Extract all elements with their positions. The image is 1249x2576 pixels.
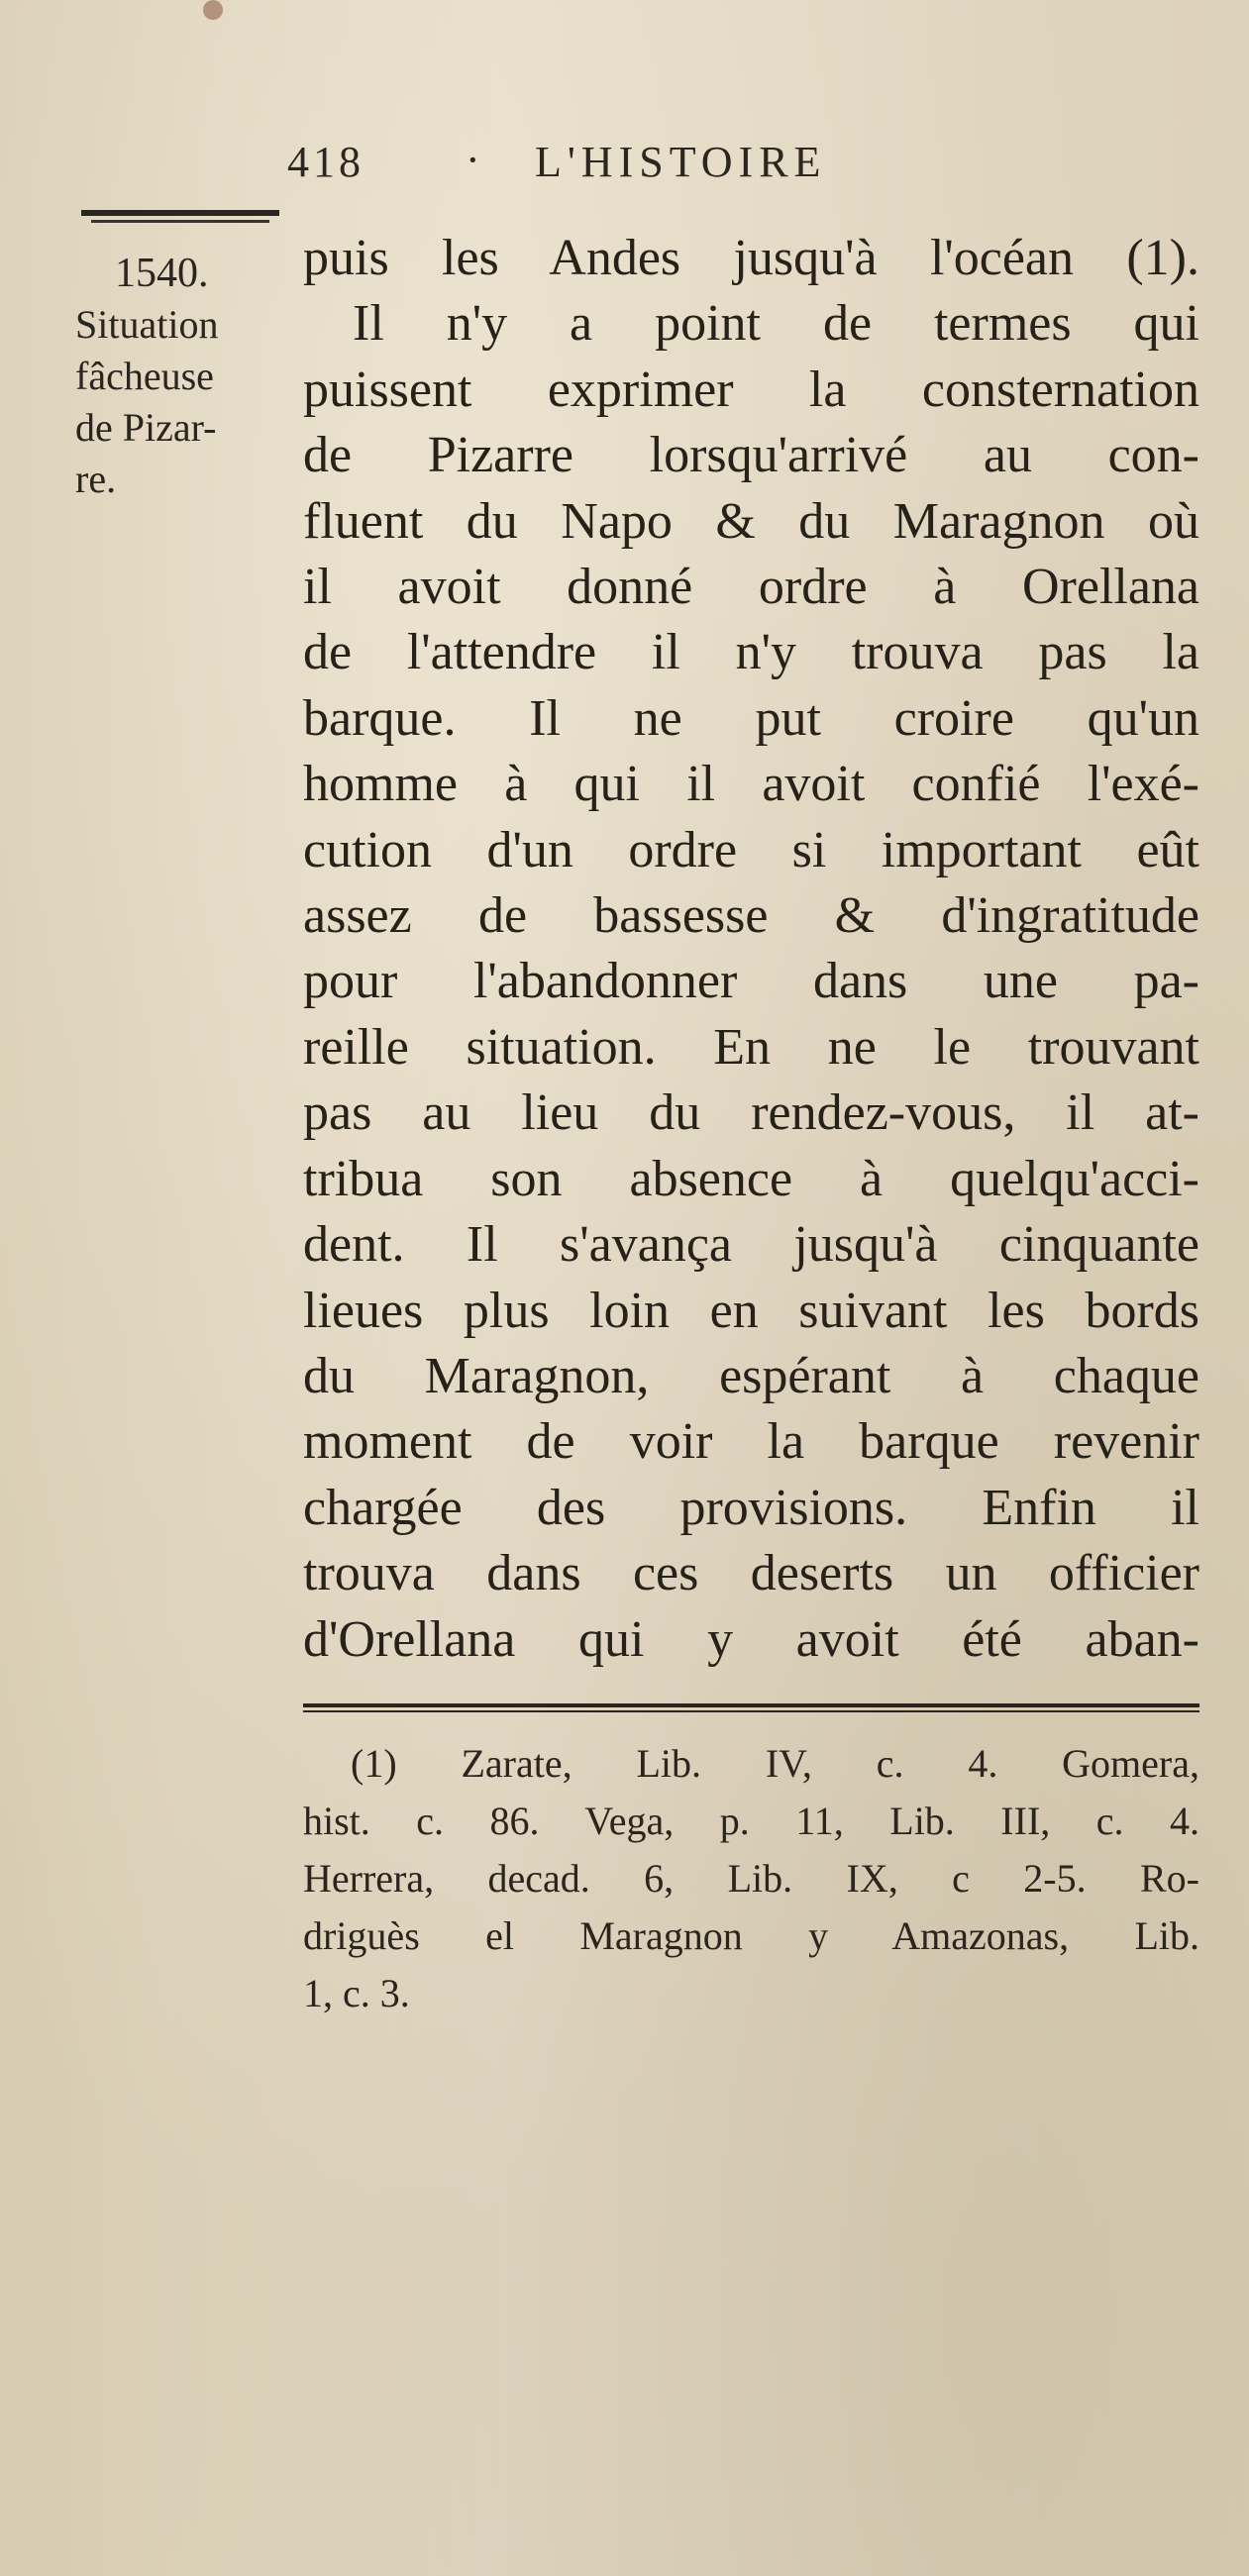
text-line: chargée des provisions. Enfin il (303, 1479, 1199, 1536)
margin-note (75, 248, 303, 505)
page-header (287, 137, 1000, 196)
footnote-line: hist. c. 86. Vega, p. 11, Lib. III, c. 4. (303, 1799, 1199, 1843)
text-line: homme à qui il avoit confié l'exé- (303, 756, 1199, 813)
text-line: trouva dans ces deserts un officier (303, 1545, 1199, 1602)
ink-stain (203, 0, 223, 20)
page-number: 418 (287, 138, 364, 186)
footnote-line: driguès el Maragnon y Amazonas, Lib. (303, 1913, 1199, 1958)
footnote-rule (303, 1703, 1199, 1707)
text-line: tribua son absence à quelqu'acci- (303, 1150, 1199, 1207)
text-line: puissent exprimer la consternation (303, 361, 1199, 418)
margin-year: 1540. (115, 251, 209, 296)
running-title: L'HISTOIRE (535, 138, 827, 186)
text-line: puis les Andes jusqu'à l'océan (1). (303, 230, 1199, 286)
header-ornament-rule (81, 210, 279, 224)
text-line: fluent du Napo & du Maragnon où (303, 492, 1199, 550)
text-line: assez de bassesse & d'ingratitude (303, 887, 1199, 945)
ornament-bar-thin (91, 220, 269, 223)
footnote-line: 1, c. 3. (303, 1971, 410, 2015)
text-line: du Maragnon, espérant à chaque (303, 1347, 1199, 1404)
text-line: moment de voir la barque revenir (303, 1413, 1199, 1471)
text-line: reille situation. En ne le trouvant (303, 1018, 1199, 1076)
margin-line: de Pizar- (75, 405, 217, 450)
footnote (303, 1735, 1199, 2022)
text-line: de Pizarre lorsqu'arrivé au con- (303, 427, 1199, 484)
header-separator: · (466, 136, 484, 184)
text-line: Il n'y a point de termes qui (353, 295, 1199, 353)
text-line: d'Orellana qui y avoit été aban- (303, 1610, 1199, 1668)
text-line: lieues plus loin en suivant les bords (303, 1282, 1199, 1339)
text-line: de l'attendre il n'y trouva pas la (303, 624, 1199, 681)
body-text (303, 226, 1199, 1673)
text-line: pour l'abandonner dans une pa- (303, 953, 1199, 1010)
footnote-line: Herrera, decad. 6, Lib. IX, c 2-5. Ro- (303, 1856, 1199, 1901)
text-line: dent. Il s'avança jusqu'à cinquante (303, 1216, 1199, 1274)
text-line: pas au lieu du rendez-vous, il at- (303, 1084, 1199, 1142)
footnote-rule-thin (303, 1710, 1199, 1712)
text-line: barque. Il ne put croire qu'un (303, 689, 1199, 747)
margin-line: Situation (75, 302, 219, 347)
text-line: cution d'un ordre si important eût (303, 821, 1199, 878)
ornament-bar (81, 210, 279, 216)
margin-line: fâcheuse (75, 354, 214, 398)
footnote-line: (1) Zarate, Lib. IV, c. 4. Gomera, (351, 1741, 1199, 1786)
text-line: il avoit donné ordre à Orellana (303, 559, 1199, 616)
margin-line: re. (75, 457, 117, 501)
